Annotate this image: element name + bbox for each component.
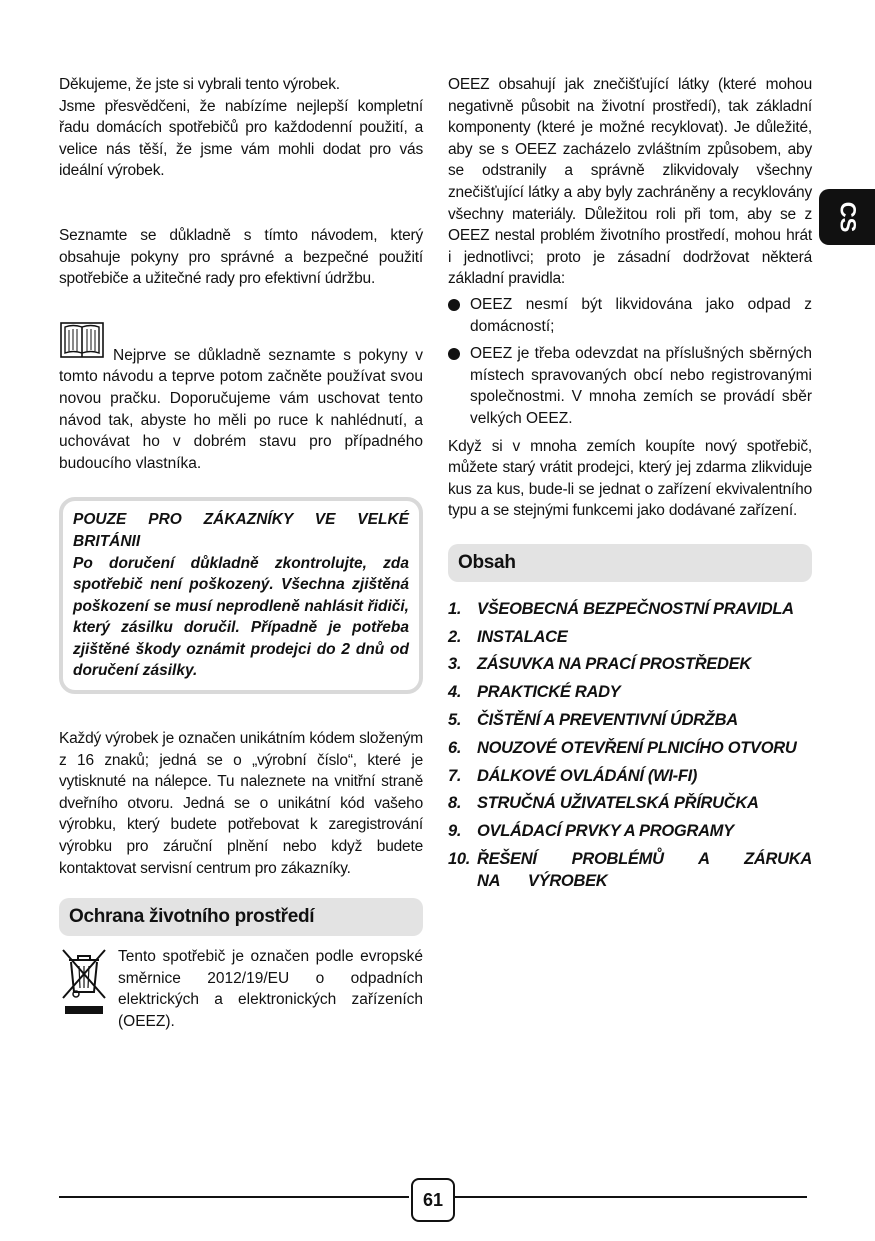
serial-number-paragraph: Každý výrobek je označen unikátním kódem složeným z 16 znaků; jedná se o „výrobní číslo“, které je vytisknuté na nálepce. Tu naleznete na vnitřní straně dveřního otvoru. Jedná se o unikátní kód vašeho výrobku, který budete potřebovat k zaregistrování výrobku pro záruční plnění nebo když budete kontaktovat servisní centrum pro zákazníky.: [59, 730, 423, 877]
left-column: [59, 74, 423, 1033]
book-icon: [59, 321, 105, 361]
toc-item: 5. ČIŠTĚNÍ A PREVENTIVNÍ ÚDRŽBA: [448, 711, 738, 730]
right-column: [448, 74, 812, 898]
environment-heading: Ochrana životního prostředí: [59, 898, 423, 936]
uk-customers-box: [59, 497, 423, 694]
intro-line-1: Děkujeme, že jste si vybrali tento výrobek.: [59, 76, 340, 93]
page-number: 61: [411, 1178, 455, 1222]
weee-block: [59, 946, 423, 1032]
toc-item: 2. INSTALACE: [448, 627, 568, 646]
footer-rule-left: [59, 1196, 409, 1198]
notice-paragraph: Nejprve se důkladně seznamte s pokyny v tomto návodu a teprve potom začněte používat svou novou pračku. Doporučujeme vám uschovat tento návod tak, abyste ho měli po ruce k nahlédnutí, a uchovávat ho v dobrém stavu pro případného budoucího vlastníka.: [59, 346, 423, 472]
new-appliance-paragraph: Když si v mnoha zemích koupíte nový spotřebič, můžete starý vrátit prodejci, který jej zdarma zlikviduje kus za kus, bude-li se jednat o zařízení ekvivalentního typu a se stejnými funkcemi jako dodávané zařízení.: [448, 437, 812, 520]
rules-list: [448, 294, 812, 430]
toc-item: 9. OVLÁDACÍ PRVKY A PROGRAMY: [448, 822, 734, 841]
toc-item: 1. VŠEOBECNÁ BEZPEČNOSTNÍ PRAVIDLA: [448, 599, 794, 618]
bullet-icon: [448, 348, 460, 360]
toc-item: 4. PRAKTICKÉ RADY: [448, 683, 621, 702]
toc-item: 8. STRUČNÁ UŽIVATELSKÁ PŘÍRUČKA: [448, 794, 759, 813]
uk-box-body: Po doručení důkladně zkontrolujte, zda spotřebič není poškozený. Všechna zjištěná poškození se musí neprodleně nahlásit řidiči, který zásilku doručil. Případně je potřeba zjištěné škody oznámit prodejci do 2 dnů od doručení zásilky.: [73, 554, 409, 680]
contents-heading: Obsah: [448, 544, 812, 582]
notice-block: [59, 325, 423, 475]
intro-paragraph: Jsme přesvědčeni, že nabízíme nejlepší kompletní řadu domácích spotřebičů pro každodenní použití, a velice nás těší, že jsme vám mohli dodat pro vás ideální výrobek.: [59, 97, 423, 180]
list-item: OEEZ je třeba odevzdat na příslušných sběrných místech spravovaných obcí nebo registrovanými společnostmi. V mnoha zemích se provádí sběr velkých OEEZ.: [448, 343, 812, 429]
oeez-paragraph: OEEZ obsahují jak znečišťující látky (které mohou negativně působit na životní prostředí), tak základní komponenty (které je možné recyklovat). Je důležité, aby se s OEEZ zacházelo zvláštním způsobem, aby se odstranily a správně zlikvidovaly všechny znečišťující látky a aby byly zachráněny a recyklovány všechny materiály. Důležitou roli při tom, aby se z OEEZ nestal problém životního prostředí, mohou hrát i jednotlivci; proto je zásadní dodržovat některá základní pravidla:: [448, 76, 812, 288]
list-item: OEEZ nesmí být likvidována jako odpad z domácností;: [448, 294, 812, 337]
weee-paragraph: Tento spotřebič je označen podle evropské směrnice 2012/19/EU o odpadních elektrických a elektronických zařízeních (OEEZ).: [118, 948, 423, 1030]
toc-item: 10. ŘEŠENÍ PROBLÉMŮ A ZÁRUKA NA VÝROBEK: [448, 850, 812, 891]
table-of-contents: [448, 598, 812, 892]
footer-rule-right: [455, 1196, 807, 1198]
toc-item: 6. NOUZOVÉ OTEVŘENÍ PLNICÍHO OTVORU: [448, 738, 797, 757]
uk-box-title: POUZE PRO ZÁKAZNÍKY VE VELKÉ BRITÁNII: [73, 511, 409, 550]
toc-item: 7. DÁLKOVÉ OVLÁDÁNÍ (WI-FI): [448, 766, 698, 785]
crossed-out-bin-icon: [59, 946, 109, 1018]
read-manual-paragraph: Seznamte se důkladně s tímto návodem, který obsahuje pokyny pro správné a bezpečné použití spotřebiče a užitečné rady pro efektivní údržbu.: [59, 226, 423, 288]
toc-item: 3. ZÁSUVKA NA PRACÍ PROSTŘEDEK: [448, 655, 751, 674]
bullet-icon: [448, 299, 460, 311]
language-tab: CS: [819, 189, 875, 245]
